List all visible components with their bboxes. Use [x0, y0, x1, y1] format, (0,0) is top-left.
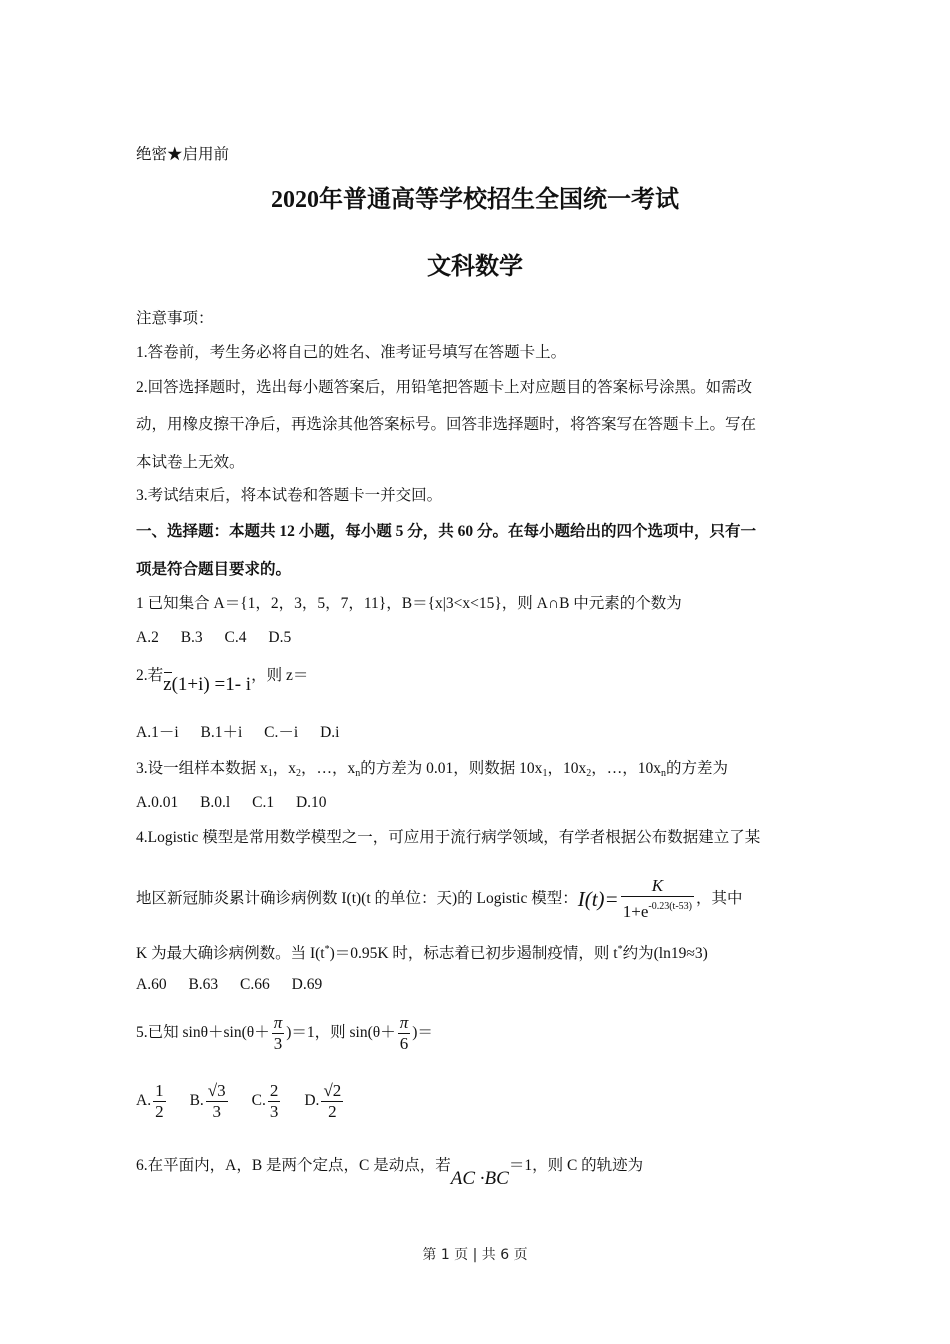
section-heading: 一、选择题：本题共 12 小题，每小题 5 分，共 60 分。在每小题给出的四个选项中，只有一 — [136, 523, 757, 540]
option: D.5 — [268, 629, 292, 646]
question-6-stem: 6.在平面内，A，B 是两个定点，C 是动点，若AC ·BC＝1，则 C 的轨迹为 — [136, 1157, 644, 1189]
option: D.69 — [291, 976, 323, 993]
option: A. $\frac{1}{2}$ — [136, 1080, 164, 1121]
question-1-options — [136, 628, 291, 648]
conjugate-z-formula: z(1+i) =1- i — [163, 674, 252, 695]
question-4-line3: K 为最大确诊病例数。当 I(t*)＝0.95K 时，标志着已初步遏制疫情，则 t*约为(ln19≈3) — [136, 944, 708, 962]
note-item: 3.考试结束后，将本试卷和答题卡一并交回。 — [136, 487, 443, 504]
secrecy-label: 绝密★启用前 — [136, 146, 230, 163]
question-5-stem: 5.已知 sinθ＋sin(θ＋ $\frac{\pi}{3}$ )＝1，则 sin(θ＋ $\frac{\pi}{6}$ )＝ — [136, 1012, 433, 1053]
question-2-suffix: ，则 z＝ — [251, 667, 309, 684]
overbar — [164, 672, 172, 673]
question-2-prefix: 2.若 — [136, 667, 164, 684]
logistic-formula-fraction: $\frac{K}{1+e^{-0.23(t-53)}}$ — [622, 876, 692, 921]
question-4-options — [136, 975, 322, 995]
option: B.0.l — [200, 794, 231, 811]
option: C.1 — [252, 794, 275, 811]
option: A.0.01 — [136, 794, 179, 811]
option: B.3 — [180, 629, 203, 646]
exam-subject: 文科数学 — [427, 254, 523, 280]
option: C.－i — [264, 724, 299, 741]
option: C.66 — [240, 976, 270, 993]
question-4-line2: 地区新冠肺炎累计确诊病例数 I(t)(t 的单位：天)的 Logistic 模型： I(t)= $\frac{K}{1+e^{-0.23(t-53)}}$ ，其中 — [136, 876, 743, 921]
fraction-pi-3: $\frac{\pi}{3}$ — [273, 1012, 283, 1053]
note-item: 动，用橡皮擦干净后，再选涂其他答案标号。回答非选择题时，将答案写在答题卡上。写在 — [136, 416, 757, 433]
option: D.10 — [295, 794, 327, 811]
note-item: 本试卷上无效。 — [136, 454, 245, 471]
notes-heading: 注意事项： — [136, 310, 214, 327]
question-4-line1: 4.Logistic 模型是常用数学模型之一，可应用于流行病学领域，有学者根据公布数据建立了某 — [136, 829, 761, 846]
option: C. $\frac{2}{3}$ — [251, 1080, 279, 1121]
option: A.2 — [136, 629, 159, 646]
option: B. $\frac{√3}{3}$ — [189, 1080, 226, 1121]
note-item: 2.回答选择题时，选出每小题答案后，用铅笔把答题卡上对应题目的答案标号涂黑。如需改 — [136, 379, 753, 396]
fraction-pi-6: $\frac{\pi}{6}$ — [399, 1012, 409, 1053]
option: A.60 — [136, 976, 167, 993]
logistic-formula-lhs: I(t)= — [577, 887, 619, 911]
question-1-stem: 1 已知集合 A＝{1，2，3，5，7，11}，B＝{x|3<x<15}，则 A∩B 中元素的个数为 — [136, 595, 682, 612]
option: D.i — [320, 724, 340, 741]
section-heading-cont: 项是符合题目要求的。 — [136, 561, 292, 578]
question-3-options — [136, 793, 327, 813]
option: B.1＋i — [200, 724, 243, 741]
question-5-options — [136, 1076, 345, 1126]
vector-dot-product: AC ·BC — [450, 1168, 509, 1189]
question-2-stem — [136, 665, 309, 695]
note-item: 1.答卷前，考生务必将自己的姓名、准考证号填写在答题卡上。 — [136, 344, 567, 361]
option: B.63 — [188, 976, 219, 993]
exam-title: 2020年普通高等学校招生全国统一考试 — [271, 187, 679, 213]
option: C.4 — [224, 629, 247, 646]
question-3-stem: 3.设一组样本数据 $x_1$，$x_2$，…，$x_n$的方差为 0.01，则数据 $10x_1$，$10x_2$，…，$10x_n$的方差为 — [136, 760, 728, 779]
question-2-options — [136, 723, 339, 743]
page-footer: 第 1 页 | 共 6 页 — [422, 1247, 528, 1263]
option: A.1－i — [136, 724, 179, 741]
option: D. $\frac{√2}{2}$ — [304, 1080, 342, 1121]
